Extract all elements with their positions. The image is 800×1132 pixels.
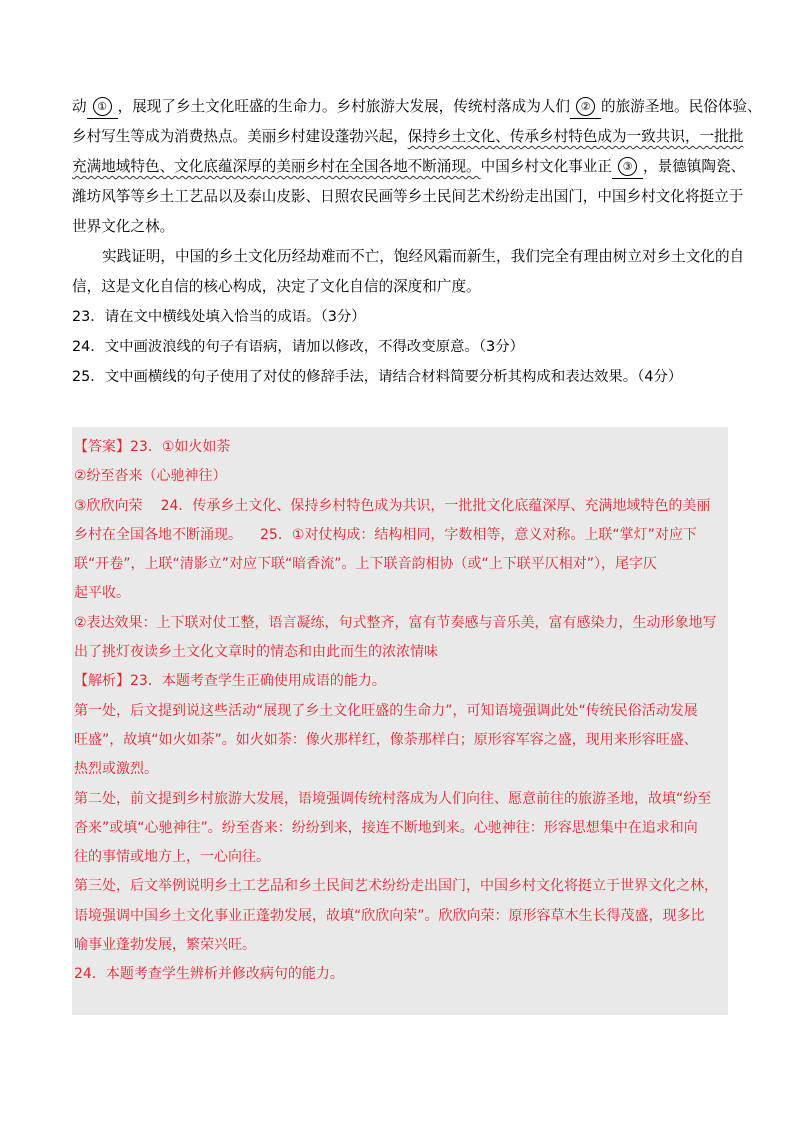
passage-text: 动 [72,98,87,115]
passage-text: 的旅游圣地。民俗体验、 [601,98,762,115]
analysis-line: 24．本题考查学生辨析并修改病句的能力。 [74,966,344,983]
wavy-underlined-sentence: 充满地域特色、文化底蕴深厚的美丽乡村在全国各地不断涌现。 [72,158,481,175]
analysis-line: 旺盛”，故填“如火如荼”。如火如荼：像火那样红，像荼那样白；原形容军容之盛，现用来形容旺盛、 [74,731,698,748]
question-23: 23．请在文中横线处填入恰当的成语。（3分） [72,309,366,325]
blank-1 [87,96,118,119]
wavy-underlined-sentence: 保持乡土文化、传承乡村特色成为一致共识，一批批 [407,128,744,145]
answer-line: ②表达效果：上下联对仗工整，语言凝练，句式整齐，富有节奏感与音乐美，富有感染力，生动形象地写 [74,614,717,631]
passage-text: ，展现了乡土文化旺盛的生命力。乡村旅游大发展，传统村落成为人们 [117,98,571,115]
passage-line-2 [72,122,744,152]
analysis-line: 喻事业蓬勃发展，繁荣兴旺。 [74,937,256,954]
answer-text: 24．传承乡土文化、保持乡村特色成为共识，一批批文化底蕴深厚、充满地域特色的美丽 [160,497,711,514]
answer-text: ③欣欣向荣 [74,497,143,514]
answer-line [72,521,728,550]
passage-line-7: 信，这是文化自信的核心构成，决定了文化自信的深度和广度。 [72,278,481,295]
analysis-line: 语境强调中国乡土文化事业正蓬勃发展，故填“欣欣向荣”。欣欣向荣：原形容草木生长得茂盛，现多比 [74,907,705,924]
question-24: 24．文中画波浪线的句子有语病，请加以修改，不得改变原意。（3分） [72,339,524,355]
blank-marker-3: ③ [618,157,637,176]
passage-line-4: 潍坊风筝等乡土工艺品以及泰山皮影、日照农民画等乡土民间艺术纷纷走出国门，中国乡村文化将挺立于 [72,188,744,205]
analysis-line: 第一处，后文提到说这些活动“展现了乡土文化旺盛的生命力”，可知语境强调此处“传统民俗活动发展 [74,702,698,719]
answer-line: 联“开卷”，上联“清影立”对应下联“暗香流”。上下联音韵相协（或“上下联平仄相对”），尾字仄 [74,556,658,573]
passage-line-6: 实践证明，中国的乡土文化历经劫难而不亡，饱经风霜而新生，我们完全有理由树立对乡土文化的自 [102,248,745,265]
blank-marker-1: ① [93,97,112,116]
passage-line-5: 世界文化之林。 [72,218,175,235]
analysis-line: 第三处，后文举例说明乡土工艺品和乡土民间艺术纷纷走出国门，中国乡村文化将挺立于世界文化之林， [74,878,718,895]
passage-line-1 [72,92,762,122]
answer-line: ②纷至沓来（心驰神往） [74,468,227,485]
passage-text: 中国乡村文化事业正 [480,158,612,175]
analysis-line: 沓来”或填“心驰神往”。纷至沓来：纷纷到来，接连不断地到来。心驰神往：形容思想集中在追求和向 [74,819,698,836]
analysis-line: 往的事情或地方上，一心向往。 [74,849,270,866]
analysis-header: 【解析】23．本题考查学生正确使用成语的能力。 [74,673,386,690]
answer-text: 25．①对仗构成：结构相同，字数相等，意义对称。上联“掌灯”对应下 [260,526,697,543]
answer-text: 乡村在全国各地不断涌现。 [74,526,242,543]
blank-2 [570,96,601,119]
blank-marker-2: ② [576,97,595,116]
passage-text: ，景德镇陶瓷、 [643,158,746,175]
passage-line-3 [72,152,746,182]
analysis-line: 第二处，前文提到乡村旅游大发展，语境强调传统村落成为人们向往、愿意前往的旅游圣地，故填“纷至 [74,790,712,807]
question-25: 25．文中画横线的句子使用了对仗的修辞手法，请结合材料简要分析其构成和表达效果。（4分） [72,369,683,385]
answer-line [72,492,728,521]
passage-text: 乡村写生等成为消费热点。美丽乡村建设蓬勃兴起， [72,128,408,145]
answer-line: 【答案】23．①如火如荼 [74,439,231,455]
answer-line: 出了挑灯夜读乡土文化文章时的情态和由此而生的浓浓情味 [74,644,438,661]
analysis-line: 热烈或激烈。 [74,761,158,778]
answer-line: 起平收。 [74,585,130,602]
answer-section [72,427,728,1015]
blank-3 [612,156,643,179]
passage [72,92,762,392]
